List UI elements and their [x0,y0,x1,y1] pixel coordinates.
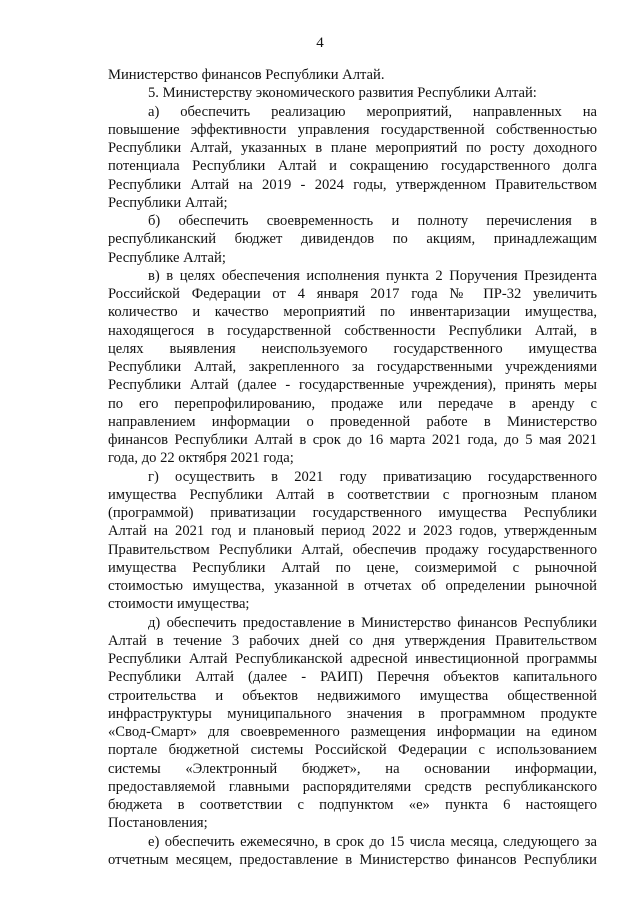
text-line: республиканский бюджет дивидендов по акциям, принадлежащим [108,231,597,248]
text-line: направлением информации о проведенной работе в Министерство [108,413,597,430]
text-line: Республики Алтай (далее - государственные учреждения), принять меры [108,377,597,394]
text-line: 5. Министерству экономического развития Республики Алтай: [148,85,537,102]
text-line: д) обеспечить предоставление в Министерство финансов Республики [148,614,597,631]
text-line: Республике Алтай; [108,249,226,266]
text-line: Республики Алтай; [108,194,228,211]
text-line: строительства и объектов недвижимого имущества общественной [108,687,597,704]
text-line: потенциала Республики Алтай и сокращению государственного долга [108,158,597,175]
text-line: целях выявления неиспользуемого государственного имущества [108,340,597,357]
text-line: предоставляемой главными распорядителями средств республиканского [108,778,597,795]
text-line: повышение эффективности управления государственной собственностью [108,121,597,138]
text-line: имущества Республики Алтай в соответствии с прогнозным планом [108,486,597,503]
text-line: а) обеспечить реализацию мероприятий, направленных на [148,103,597,120]
text-line: имущества Республики Алтай по цене, соизмеримой с рыночной [108,559,597,576]
text-line: количество и качество мероприятий по инвентаризации имущества, [108,304,597,321]
text-line: Республики Алтай, закрепленного за государственными учреждениями [108,359,597,375]
text-line: системы «Электронный бюджет», на основании информации, [108,760,597,777]
text-line: Республики Алтай (далее - РАИП) Перечня объектов капитального [108,669,597,686]
page-number: 4 [316,35,324,51]
text-line: года, до 22 октября 2021 года; [108,450,294,467]
text-line: б) обеспечить своевременность и полноту перечисления в [148,213,597,229]
paragraph-p0 [108,66,597,84]
text-line: (программой) приватизации государственного имущества Республики [108,505,597,521]
text-line: е) обеспечить ежемесячно, в срок до 15 числа месяца, следующего за [148,833,597,850]
text-line: отчетным месяцем, предоставление в Министерство финансов Республики [108,851,597,868]
text-line: Республики Алтай на 2019 - 2024 годы, утвержденном Правительством [108,176,597,193]
text-line: Республики Алтай, указанных в плане мероприятий по росту доходного [108,140,597,156]
text-line: Российской Федерации от 4 января 2017 года № ПР-32 увеличить [108,286,597,302]
text-line: «Свод-Смарт» для своевременного размещения информации на едином [108,724,597,740]
text-line: Алтай в течение 3 рабочих дней со дня утверждения Правительством [108,632,597,649]
text-line: финансов Республики Алтай в срок до 16 марта 2021 года, до 5 мая 2021 [108,432,597,448]
text-line: бюджета в соответствии с подпунктом «е» пункта 6 настоящего [108,797,597,813]
text-line: находящегося в государственной собственности Республики Алтай, в [108,322,597,339]
text-line: Постановления; [108,815,208,832]
text-line: портале бюджетной системы Российской Федерации с использованием [108,742,597,759]
text-line: Правительством Республики Алтай, обеспечив продажу государственного [108,541,597,558]
text-line: стоимости имущества; [108,596,250,613]
text-line: инфраструктуры муниципального значения в программном продукте [108,705,597,722]
document-body [108,66,597,869]
text-line: стоимостью имущества, указанной в отчетах об определении рыночной [108,578,597,594]
paragraph-p2 [108,103,597,213]
paragraph-p3 [108,212,597,267]
paragraph-p1 [108,84,597,102]
paragraph-p4 [108,267,597,468]
text-line: г) осуществить в 2021 году приватизацию государственного [148,468,597,485]
text-line: Алтай на 2021 год и плановый период 2022 и 2023 годов, утвержденным [108,523,597,540]
text-line: по его перепрофилированию, продаже или передаче в аренду с [108,395,597,412]
text-line: Министерство финансов Республики Алтай. [108,67,385,83]
paragraph-p6 [108,614,597,833]
text-line: Республики Алтай Республиканской адресной инвестиционной программы [108,651,597,667]
paragraph-p7 [108,833,597,870]
text-line: в) в целях обеспечения исполнения пункта 2 Поручения Президента [148,267,597,284]
paragraph-p5 [108,468,597,614]
